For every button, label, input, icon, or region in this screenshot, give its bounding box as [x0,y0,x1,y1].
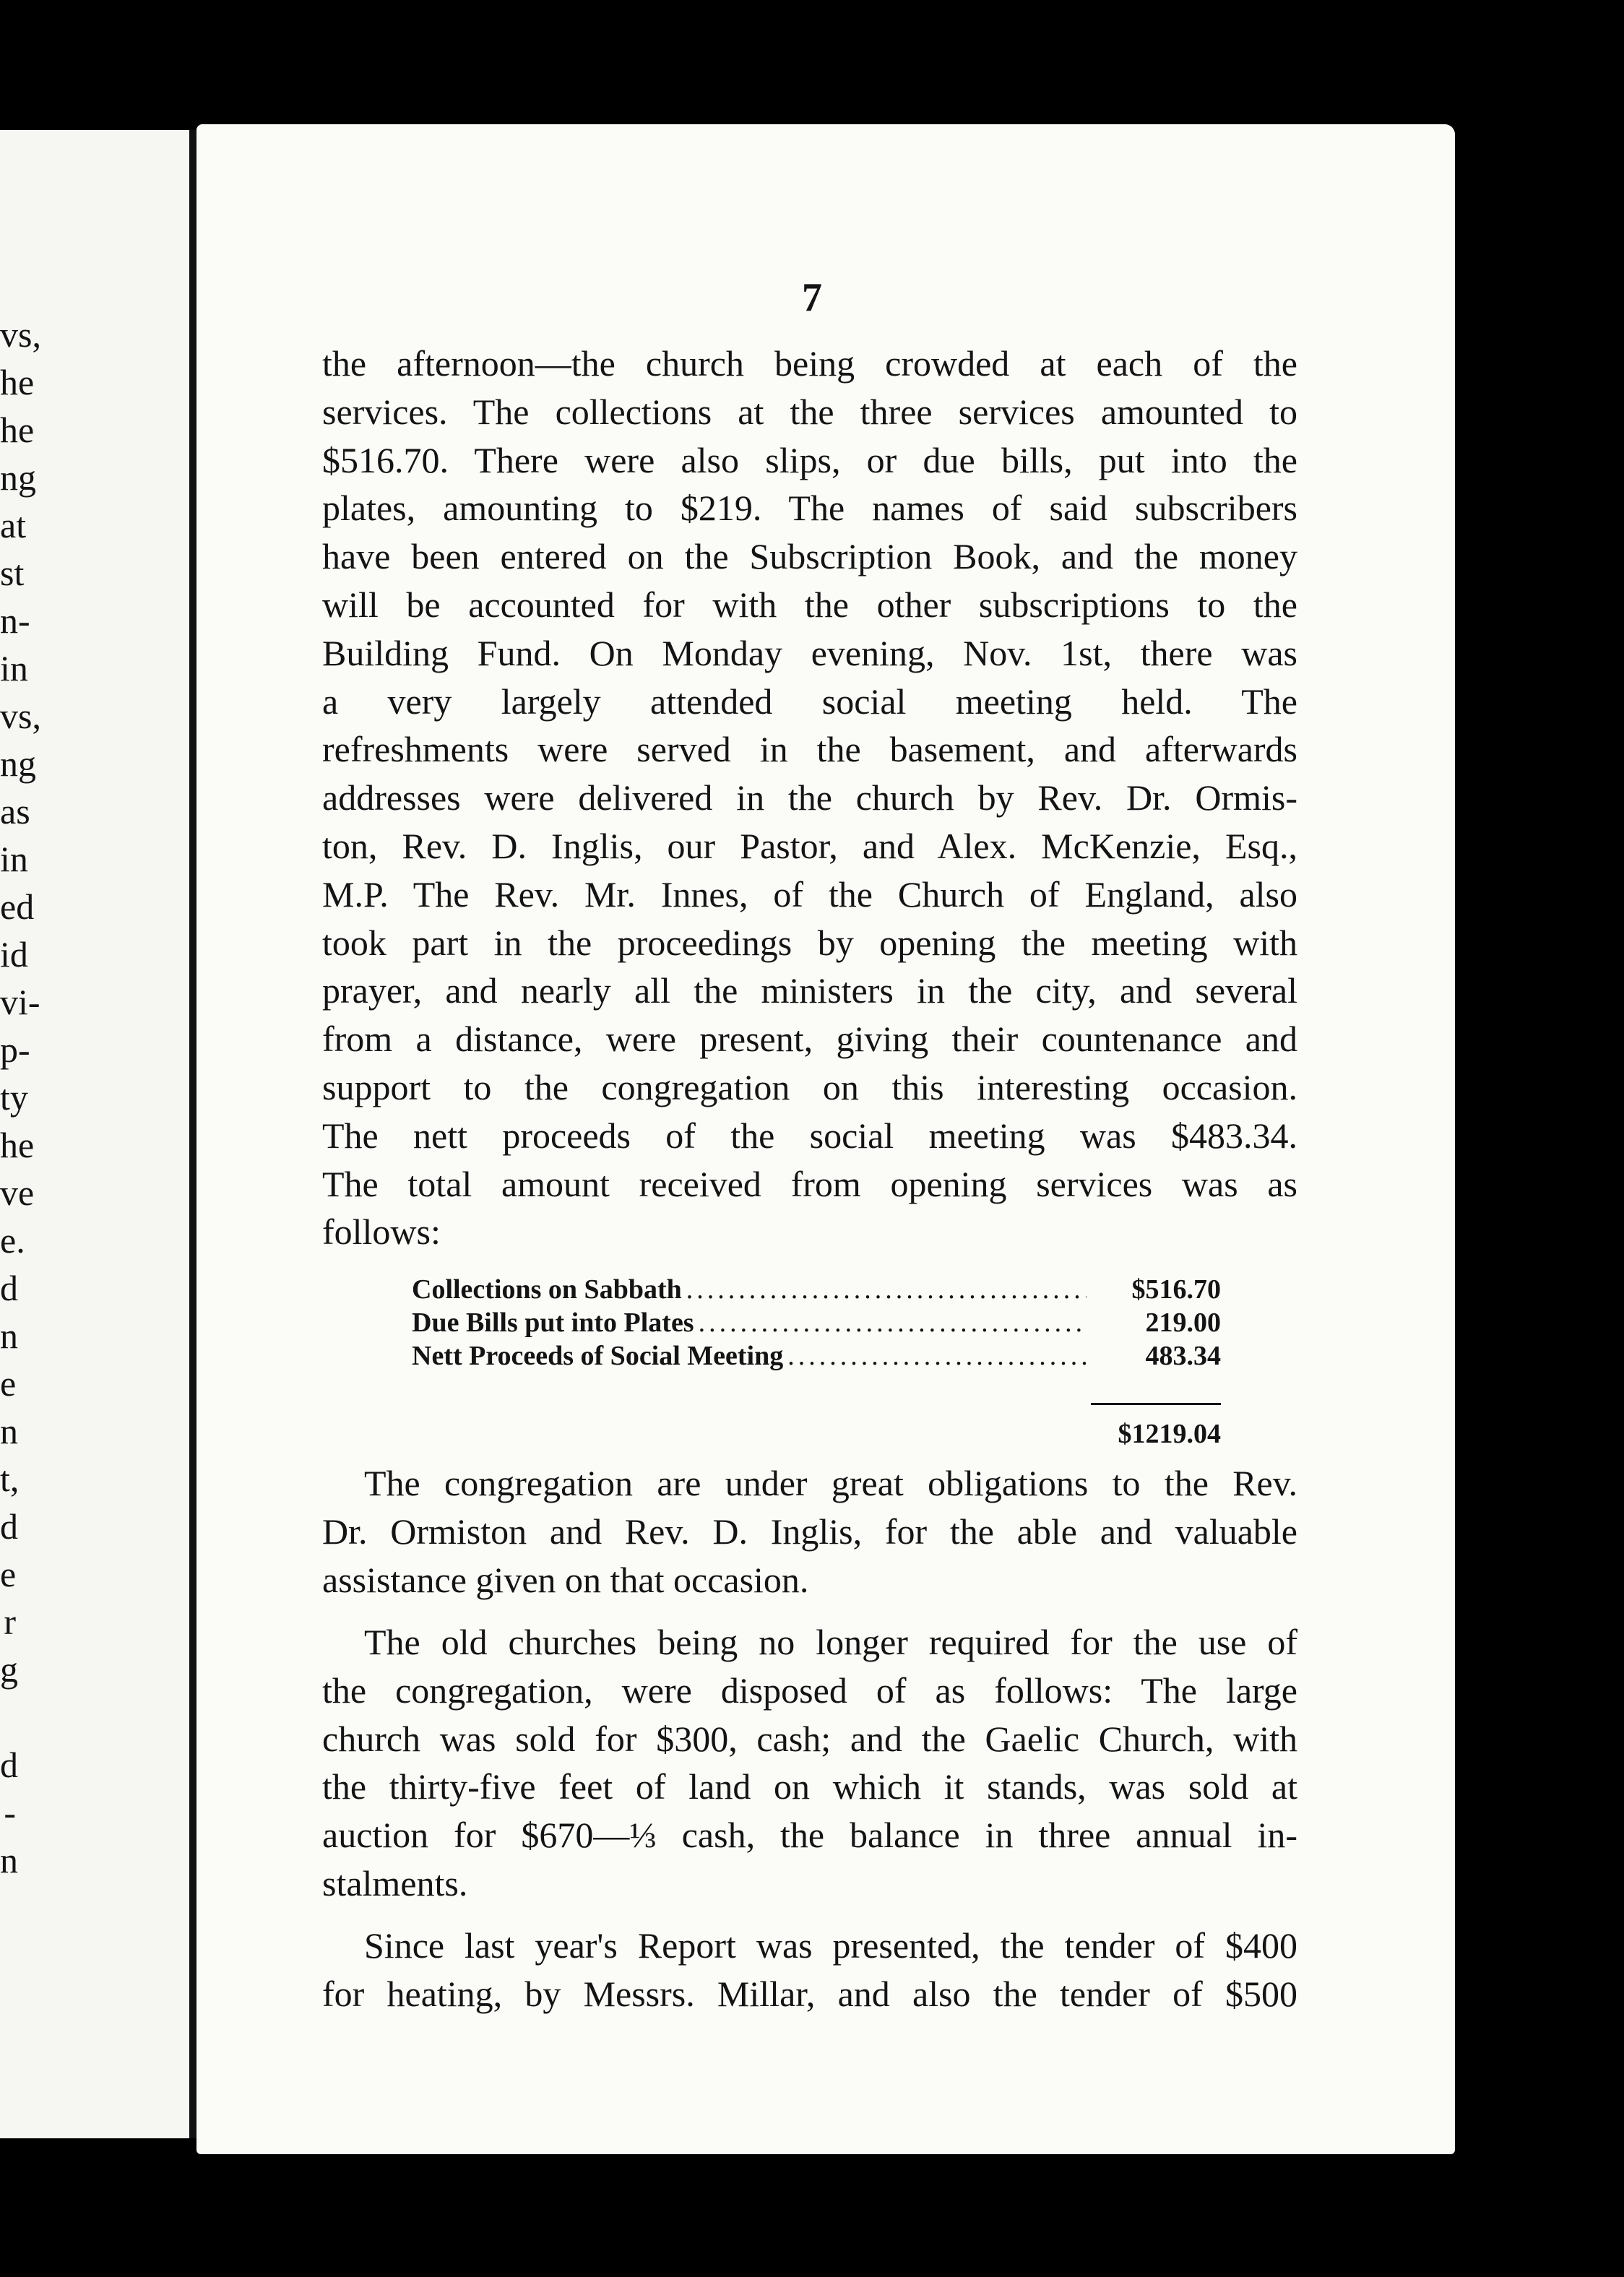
text-line: ton, Rev. D. Inglis, our Pastor, and Alex. McKenzie, Esq., [322,825,1297,866]
text-line: The congregation are under great obligations to the Rev. [364,1463,1297,1503]
text-line: stalments. [322,1862,468,1904]
left-page-fragment: he [0,362,35,402]
left-page-fragment: he [0,1125,35,1165]
left-page-fragment: he [0,410,35,450]
leader-dots [787,1339,1087,1373]
text-line: support to the congregation on this interesting occasion. [322,1066,1297,1107]
text-line: have been entered on the Subscription Book, and the money [322,536,1297,577]
ledger-row [412,1339,1221,1373]
text-line: the thirty-five feet of land on which it stands, was sold at [322,1766,1297,1807]
text-line: services. The collections at the three services amounted to [322,391,1297,432]
left-page-fragment: ed [0,886,35,927]
text-line: refreshments were served in the basement, and afterwards [322,729,1297,770]
left-page-fragment: vs, [0,314,41,355]
text-line: will be accounted for with the other subscriptions to the [322,584,1297,625]
ledger-label: Collections on Sabbath [412,1274,682,1305]
text-line: $516.70. There were also slips, or due bills, put into the [322,439,1297,480]
text-line: prayer, and nearly all the ministers in the city, and several [322,970,1297,1011]
left-page-fragment: ng [0,743,36,784]
page-number: 7 [802,275,822,320]
left-page-fragment: n- [0,600,30,641]
text-line: assistance given on that occasion. [322,1559,809,1600]
left-page-fragment: e. [0,1220,25,1261]
ledger-label: Due Bills put into Plates [412,1308,694,1338]
text-line: The nett proceeds of the social meeting was $483.34. [322,1115,1297,1156]
left-page-fragment: as [0,791,30,831]
left-page-fragment [0,1693,189,1741]
text-line: plates, amounting to $219. The names of said subscribers [322,488,1297,529]
left-page-fragment: d [0,1745,18,1785]
ledger-row [412,1273,1221,1306]
text-line: Building Fund. On Monday evening, Nov. 1st, there was [322,632,1297,673]
left-page-fragment: id [0,934,28,975]
text-line: auction for $670—⅓ cash, the balance in three annual in- [322,1815,1297,1856]
text-line: follows: [322,1211,441,1253]
text-line: took part in the proceedings by opening the meeting with [322,922,1297,963]
ledger-amount: 219.00 [1145,1308,1221,1338]
ledger-label: Nett Proceeds of Social Meeting [412,1341,784,1371]
ledger-amount: 483.34 [1145,1341,1221,1371]
left-page-fragment: vi- [0,982,40,1022]
text-line: addresses were delivered in the church by Rev. Dr. Ormis- [322,777,1297,818]
left-page-fragment: g [0,1649,18,1690]
left-page-fragment: st [0,553,25,593]
text-line: for heating, by Messrs. Millar, and also the tender of $500 [322,1973,1297,2014]
left-page-fragment: n [0,1411,18,1451]
left-page-fragment: vs, [0,696,41,736]
text-line: the congregation, were disposed of as follows: The large [322,1669,1297,1711]
ledger-total: $1219.04 [1118,1419,1221,1449]
left-page-fragment: n [0,1315,18,1356]
paragraph-opening-services [322,340,1297,1256]
text-line: from a distance, were present, giving their countenance and [322,1019,1297,1060]
paragraph-old-churches [322,1618,1297,1908]
text-line: a very largely attended social meeting held. The [322,680,1297,722]
receipts-ledger [412,1273,1221,1449]
paragraph-obligations [322,1459,1297,1604]
left-page-fragment: e [0,1363,17,1404]
left-page-fragment: at [0,505,27,545]
left-page-fragment: r [4,1602,16,1642]
text-line: The total amount received from opening services was as [322,1163,1297,1204]
left-page-edge [0,130,189,2138]
total-rule [1091,1403,1221,1405]
left-page-fragment: ty [0,1077,28,1118]
left-page-fragment: d [0,1506,18,1547]
left-page-text-fragments [0,311,189,1884]
text-line: M.P. The Rev. Mr. Innes, of the Church of England, also [322,873,1297,915]
leader-dots [699,1306,1087,1339]
left-page-fragment: in [0,839,28,879]
text-line: The old churches being no longer required for the use of [364,1622,1297,1662]
left-page-fragment: n [0,1840,18,1880]
left-page-fragment: e [0,1554,17,1594]
text-line: Dr. Ormiston and Rev. D. Inglis, for the able and valuable [322,1511,1297,1552]
left-page-fragment: - [4,1792,16,1833]
left-page-fragment: ve [0,1172,35,1213]
left-page-fragment: ng [0,457,36,498]
paragraph-tenders [322,1922,1297,2018]
left-page-fragment: d [0,1268,18,1308]
ledger-row [412,1306,1221,1339]
left-page-fragment: t, [0,1459,20,1499]
left-page-fragment: p- [0,1029,30,1070]
text-line: Since last year's Report was presented, the tender of $400 [364,1925,1297,1966]
left-page-fragment: in [0,648,28,688]
text-line: the afternoon—the church being crowded at each of the [322,343,1297,384]
leader-dots [686,1273,1087,1306]
ledger-amount: $516.70 [1131,1274,1221,1305]
text-line: church was sold for $300, cash; and the Gaelic Church, with [322,1718,1297,1759]
